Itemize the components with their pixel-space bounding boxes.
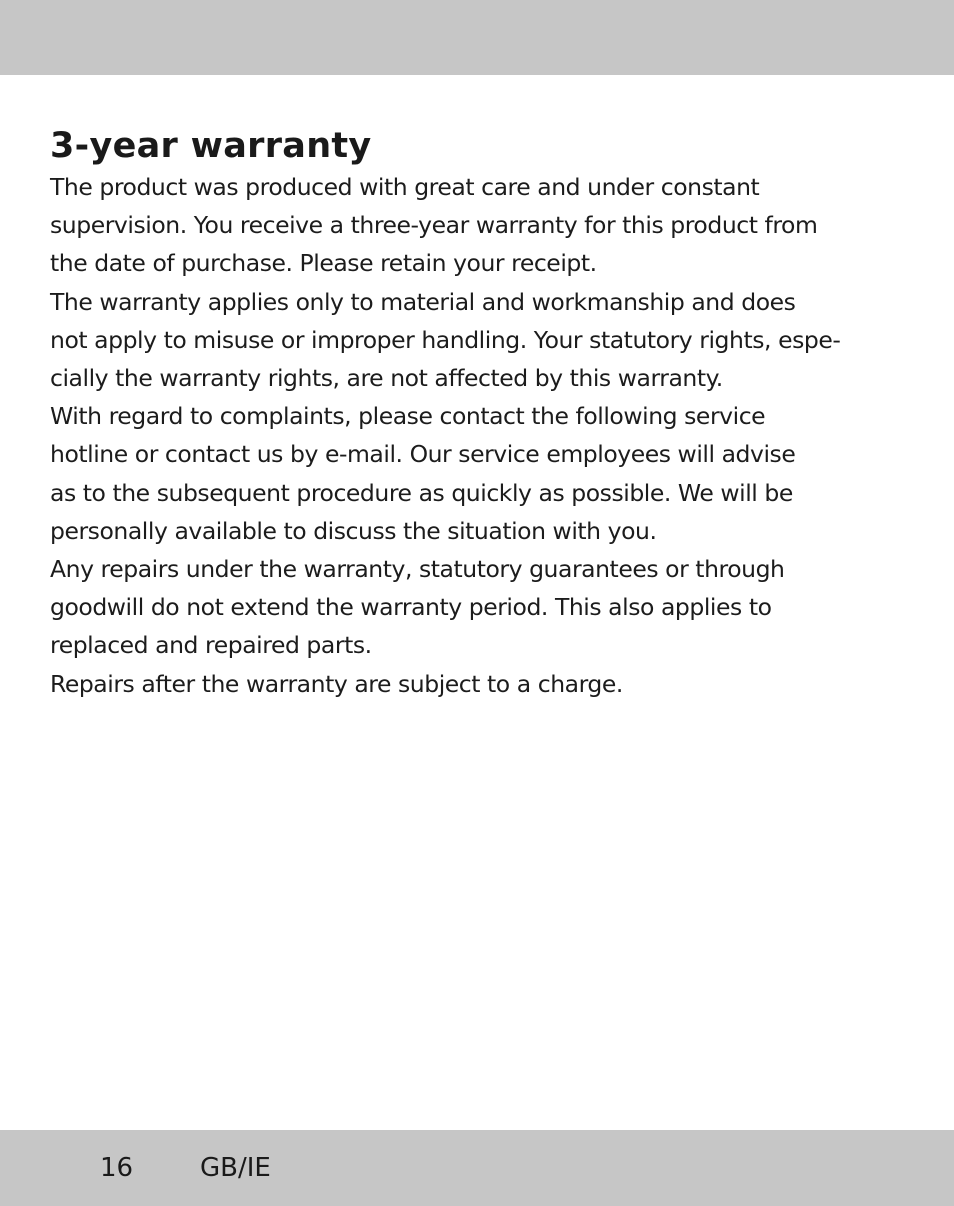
body-line: not apply to misuse or improper handling. Your statutory rights, espe- <box>50 325 841 354</box>
warranty-section <box>50 124 910 703</box>
body-line: hotline or contact us by e-mail. Our service employees will advise <box>50 440 796 469</box>
body-line: replaced and repaired parts. <box>50 631 372 660</box>
body-line: The product was produced with great care and under constant <box>50 173 760 201</box>
body-line: Any repairs under the warranty, statutory guarantees or through <box>50 555 785 584</box>
body-line: supervision. You receive a three-year warranty for this product from <box>50 211 818 240</box>
body-line: The warranty applies only to material and workmanship and does <box>50 287 796 316</box>
body-line: as to the subsequent procedure as quickly as possible. We will be <box>50 478 793 507</box>
body-line: goodwill do not extend the warranty period. This also applies to <box>50 593 772 622</box>
region-code: GB/IE <box>200 1153 271 1183</box>
body-line: the date of purchase. Please retain your receipt. <box>50 249 597 278</box>
footer-band <box>0 1130 954 1206</box>
section-heading: 3-year warranty <box>50 126 372 166</box>
body-line: With regard to complaints, please contact the following service <box>50 402 766 431</box>
page-number: 16 <box>100 1153 134 1183</box>
header-band <box>0 0 954 75</box>
body-line: Repairs after the warranty are subject to a charge. <box>50 669 623 698</box>
warranty-body-text <box>50 168 910 703</box>
body-line: cially the warranty rights, are not affected by this warranty. <box>50 364 723 393</box>
body-line: personally available to discuss the situation with you. <box>50 516 657 545</box>
